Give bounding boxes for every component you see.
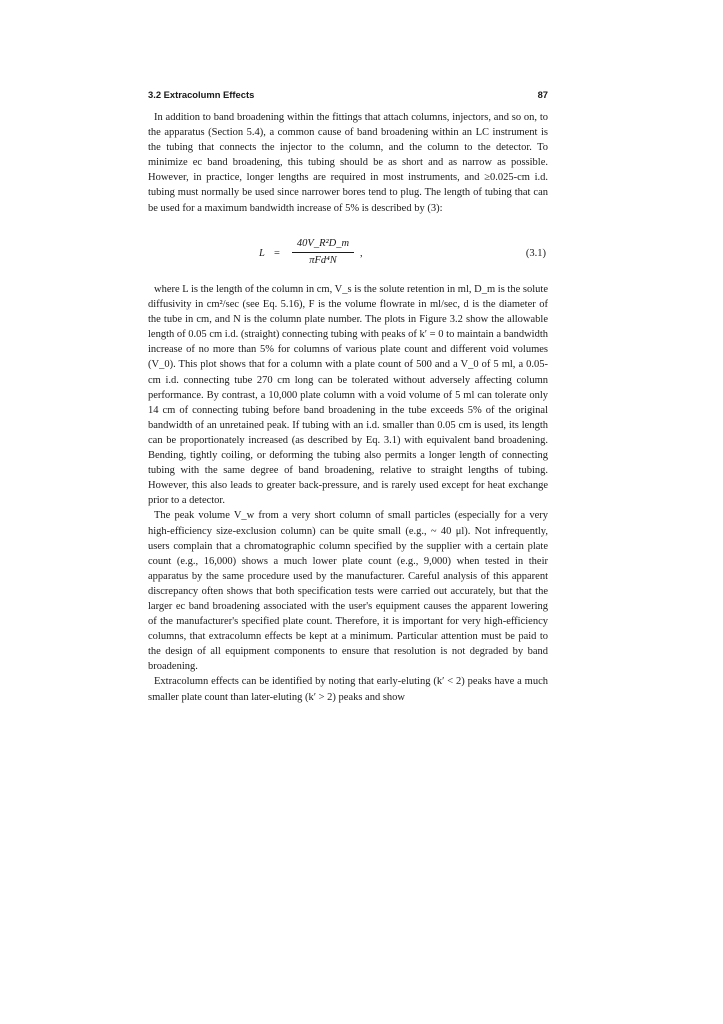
equation-equals: = xyxy=(274,248,280,259)
paragraph: The peak volume V_w from a very short column of small particles (especially for a very high-efficiency size-exclusion column) can be quite small (e.g., ~ 40 μl). Not infrequently, users complain that a chromatographic column specified by the supplier with a certain plate count (e.g., 16,000) shows a much lower plate count (e.g., 9,000) when tested in their apparatus by the same procedure used by the manufacturer. Careful analysis of this apparent discrepancy often shows that both specification tests were carried out accurately, but that the larger ec band broadening associated with the user's equipment causes the apparent lowering of the manufacturer's specified plate count. Therefore, it is important for very high-efficiency columns, that extracolumn effects be kept at a minimum. Particular attention must be paid to the design of all equipment components to ensure that resolution is not degraded by band broadening. xyxy=(148,510,548,673)
paragraph: In addition to band broadening within the fittings that attach columns, injectors, and so on, to the apparatus (Section 5.4), a common cause of band broadening within an LC instrument is the tubing that connects the injector to the column, and the column to the detector. To minimize ec band broadening, this tubing should be as short and as narrow as possible. However, in practice, longer lengths are required in most instruments, and ≥0.025-cm i.d. tubing must normally be used since narrower bores tend to plug. The length of tubing that can be used for a maximum bandwidth increase of 5% is described by (3): xyxy=(148,112,548,214)
intro-text xyxy=(148,110,548,216)
equation-3-1 xyxy=(148,237,548,273)
fraction-bar xyxy=(292,252,354,253)
equation-lhs: L xyxy=(259,248,265,259)
equation-fraction xyxy=(288,237,358,268)
section-title: 3.2 Extracolumn Effects xyxy=(148,89,255,100)
page-number: 87 xyxy=(537,89,548,100)
body-text xyxy=(148,282,548,705)
equation-numerator: 40V_R²D_m xyxy=(296,238,350,249)
running-header xyxy=(148,89,548,103)
equation-comma: , xyxy=(360,248,363,259)
equation-denominator: πFd⁴N xyxy=(309,255,337,266)
paragraph: Extracolumn effects can be identified by noting that early-eluting (k′ < 2) peaks have a much smaller plate count than later-eluting (k′ > 2) peaks and show xyxy=(148,676,548,703)
paragraph: where L is the length of the column in cm, V_s is the solute retention in ml, D_m is the solute diffusivity in cm²/sec (see Eq. 5.16), F is the volume flowrate in ml/sec, d is the diameter of the tube in cm, and N is the column plate number. The plots in Figure 3.2 show the allowable length of 0.05 cm i.d. (straight) connecting tubing with peaks of k′ = 0 to maintain a bandwidth increase of no more than 5% for columns of various plate count and different void volumes (V_0). This plot shows that for a column with a plate count of 500 and a V_0 of 5 ml, a 0.05-cm i.d. connecting tube 270 cm long can be tolerated without adversely affecting column performance. By contrast, a 10,000 plate column with a void volume of 5 ml can tolerate only 14 cm of connecting tubing before band broadening in the tube exceeds 5% of the original bandwidth of an unretained peak. If tubing with an i.d. smaller than 0.05 cm is used, its length can be proportionately increased (as described by Eq. 3.1) with equivalent band broadening. Bending, tightly coiling, or deforming the tubing also permits a longer length of connecting tubing with the same degree of band broadening, relative to straight lengths of tubing. However, this also leads to greater back-pressure, and is rarely used except for heat exchange prior to a detector. xyxy=(148,284,548,507)
equation-number: (3.1) xyxy=(525,248,546,259)
